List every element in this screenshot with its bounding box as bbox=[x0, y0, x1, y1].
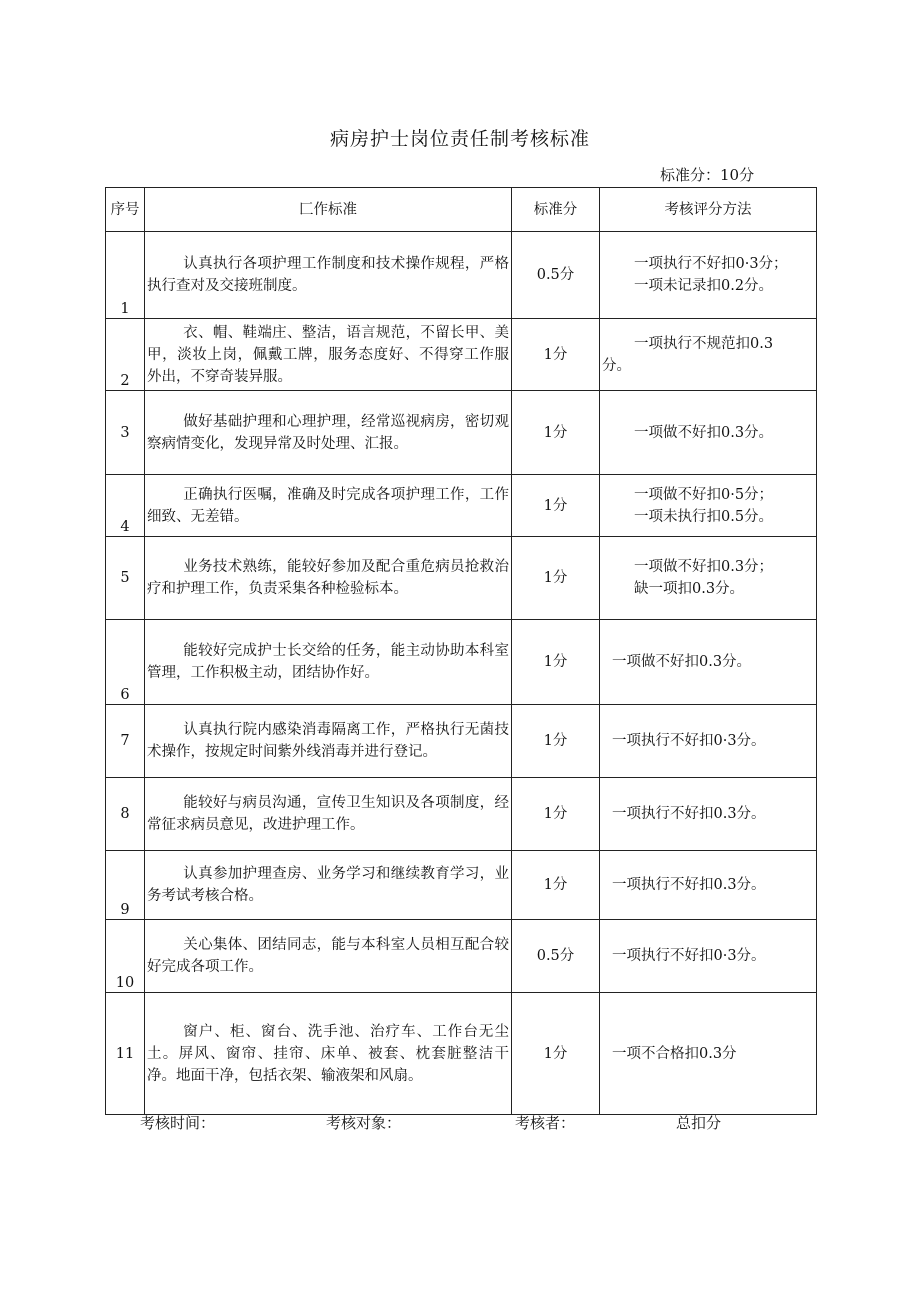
row-standard: 认真执行各项护理工作制度和技术操作规程，严格执行查对及交接班制度。 bbox=[145, 232, 512, 319]
row-method: 一项执行不好扣0.3分。 bbox=[600, 851, 817, 920]
row-method: 一项执行不好扣0·3分。 bbox=[600, 705, 817, 778]
table-row bbox=[106, 391, 817, 475]
table-row bbox=[106, 620, 817, 705]
row-standard: 认真执行院内感染消毒隔离工作，严格执行无菌技术操作，按规定时间紫外线消毒并进行登记。 bbox=[145, 705, 512, 778]
table-row bbox=[106, 851, 817, 920]
row-score: 1分 bbox=[512, 319, 600, 391]
header-method: 考核评分方法 bbox=[600, 188, 817, 232]
row-method: 一项做不好扣0.3分； 缺一项扣0.3分。 bbox=[600, 537, 817, 620]
row-method: 一项做不好扣0·5分； 一项未执行扣0.5分。 bbox=[600, 475, 817, 537]
row-score: 1分 bbox=[512, 705, 600, 778]
row-number: 8 bbox=[106, 778, 145, 851]
footer-target-label: 考核对象： bbox=[326, 1114, 402, 1132]
row-number: 4 bbox=[106, 475, 145, 537]
page-title: 病房护士岗位责任制考核标准 bbox=[329, 128, 590, 150]
assessment-table bbox=[105, 187, 817, 1115]
row-method: 一项执行不好扣0·3分。 bbox=[600, 920, 817, 993]
row-standard: 能较好与病员沟通，宣传卫生知识及各项制度，经常征求病员意见，改进护理工作。 bbox=[145, 778, 512, 851]
row-standard: 做好基础护理和心理护理，经常巡视病房，密切观察病情变化，发现异常及时处理、汇报。 bbox=[145, 391, 512, 475]
table-row bbox=[106, 537, 817, 620]
row-method: 一项做不好扣0.3分。 bbox=[600, 391, 817, 475]
standard-score-label: 标准分：10分 bbox=[660, 166, 755, 184]
footer-total-label: 总扣分 bbox=[676, 1114, 722, 1132]
header-score: 标准分 bbox=[512, 188, 600, 232]
row-number: 1 bbox=[106, 232, 145, 319]
row-score: 0.5分 bbox=[512, 232, 600, 319]
row-score: 0.5分 bbox=[512, 920, 600, 993]
row-number: 6 bbox=[106, 620, 145, 705]
table-row bbox=[106, 319, 817, 391]
table-row bbox=[106, 232, 817, 319]
table-row bbox=[106, 475, 817, 537]
row-standard: 窗户、柜、窗台、洗手池、治疗车、工作台无尘土。屏风、窗帘、挂帘、床单、被套、枕套脏整洁干净。地面干净，包括衣架、输液架和风扇。 bbox=[145, 993, 512, 1115]
footer-examiner-label: 考核者： bbox=[515, 1114, 576, 1132]
row-number: 3 bbox=[106, 391, 145, 475]
row-standard: 认真参加护理查房、业务学习和继续教育学习，业务考试考核合格。 bbox=[145, 851, 512, 920]
row-number: 7 bbox=[106, 705, 145, 778]
table-row bbox=[106, 778, 817, 851]
row-standard: 关心集体、团结同志，能与本科室人员相互配合较好完成各项工作。 bbox=[145, 920, 512, 993]
table-row bbox=[106, 993, 817, 1115]
row-score: 1分 bbox=[512, 537, 600, 620]
row-number: 9 bbox=[106, 851, 145, 920]
row-score: 1分 bbox=[512, 620, 600, 705]
row-method: 一项执行不好扣0·3分； 一项未记录扣0.2分。 bbox=[600, 232, 817, 319]
row-method: 一项不合格扣0.3分 bbox=[600, 993, 817, 1115]
row-number: 2 bbox=[106, 319, 145, 391]
row-score: 1分 bbox=[512, 391, 600, 475]
row-score: 1分 bbox=[512, 851, 600, 920]
row-method: 一项执行不规范扣0.3 分。 bbox=[600, 319, 817, 391]
row-standard: 正确执行医嘱，准确及时完成各项护理工作，工作细致、无差错。 bbox=[145, 475, 512, 537]
row-number: 10 bbox=[106, 920, 145, 993]
table-row bbox=[106, 920, 817, 993]
row-standard: 衣、帽、鞋端庄、整洁，语言规范，不留长甲、美甲，淡妆上岗，佩戴工牌，服务态度好、不得穿工作服外出，不穿奇装异服。 bbox=[145, 319, 512, 391]
footer-time-label: 考核时间： bbox=[140, 1114, 216, 1132]
row-standard: 业务技术熟练，能较好参加及配合重危病员抢救治疗和护理工作，负责采集各种检验标本。 bbox=[145, 537, 512, 620]
table-row bbox=[106, 705, 817, 778]
header-no: 序号 bbox=[106, 188, 145, 232]
row-score: 1分 bbox=[512, 475, 600, 537]
row-score: 1分 bbox=[512, 993, 600, 1115]
row-standard: 能较好完成护士长交给的任务，能主动协助本科室管理，工作积极主动，团结协作好。 bbox=[145, 620, 512, 705]
row-number: 11 bbox=[106, 993, 145, 1115]
row-score: 1分 bbox=[512, 778, 600, 851]
header-standard: 匚作标准 bbox=[145, 188, 512, 232]
table-header-row bbox=[106, 188, 817, 232]
row-number: 5 bbox=[106, 537, 145, 620]
row-method: 一项做不好扣0.3分。 bbox=[600, 620, 817, 705]
row-method: 一项执行不好扣0.3分。 bbox=[600, 778, 817, 851]
